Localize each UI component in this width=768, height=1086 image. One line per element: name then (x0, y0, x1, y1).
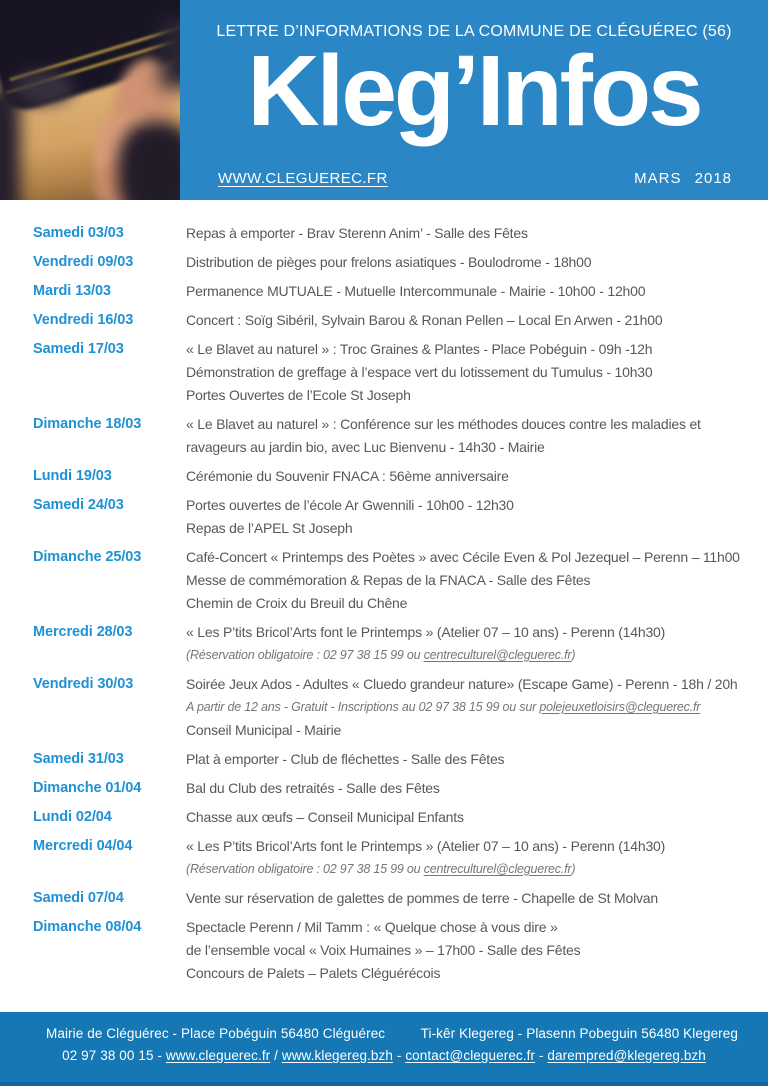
event-text: Démonstration de greffage à l’espace vert du lotissement du Tumulus - 10h30 (186, 364, 653, 380)
event-row (33, 465, 762, 488)
event-text: Repas de l’APEL St Joseph (186, 520, 353, 536)
event-text: « Le Blavet au naturel » : Troc Graines & Plantes - Place Pobéguin - 09h -12h (186, 341, 653, 357)
event-lines (186, 673, 762, 742)
event-lines (186, 280, 762, 303)
footer-link[interactable]: contact@cleguerec.fr (405, 1048, 536, 1063)
event-text: Repas à emporter - Brav Sterenn Anim’ - Salle des Fêtes (186, 225, 528, 241)
newsletter-kicker: LETTRE D’INFORMATIONS DE LA COMMUNE DE CLÉGUÉREC (56) (216, 23, 732, 40)
event-line (186, 413, 762, 436)
event-date: Vendredi 09/03 (33, 254, 134, 270)
event-line (186, 858, 762, 881)
event-text: Conseil Municipal - Mairie (186, 722, 342, 738)
event-text: Café-Concert « Printemps des Poètes » avec Cécile Even & Pol Jezequel – Perenn – 11h00 (186, 549, 740, 565)
event-text: Concours de Palets – Palets Cléguérécois (186, 965, 441, 981)
issue-date: MARS 2018 (634, 170, 732, 187)
website-link[interactable]: WWW.CLEGUEREC.FR (218, 170, 388, 187)
shoes-blur-shape (12, 70, 74, 106)
event-line (186, 962, 762, 985)
event-text: « Les P’tits Bricol’Arts font le Printemps » (Atelier 07 – 10 ans) - Perenn (14h30) (186, 838, 666, 854)
event-line (186, 673, 762, 696)
event-text: Concert : Soïg Sibéril, Sylvain Barou & Ronan Pellen – Local En Arwen - 21h00 (186, 312, 663, 328)
event-text: ) (571, 862, 576, 876)
event-date: Samedi 03/03 (33, 225, 124, 241)
header-bottom-row (218, 170, 732, 187)
header (0, 0, 768, 200)
email-link[interactable]: centreculturel@cleguerec.fr (423, 648, 572, 662)
event-line (186, 748, 762, 771)
event-text: Chemin de Croix du Breuil du Chêne (186, 595, 408, 611)
event-lines (186, 309, 762, 332)
event-date: Samedi 31/03 (33, 751, 124, 767)
event-text: Distribution de pièges pour frelons asiatiques - Boulodrome - 18h00 (186, 254, 592, 270)
event-lines (186, 546, 762, 615)
event-line (186, 494, 762, 517)
event-date: Mardi 13/03 (33, 283, 111, 299)
event-text: Spectacle Perenn / Mil Tamm : « Quelque chose à vous dire » (186, 919, 558, 935)
event-date: Dimanche 08/04 (33, 919, 142, 935)
event-date: Lundi 19/03 (33, 468, 112, 484)
event-line (186, 361, 762, 384)
event-line (186, 887, 762, 910)
event-lines (186, 887, 762, 910)
event-text: Portes ouvertes de l’école Ar Gwennili - 10h00 - 12h30 (186, 497, 514, 513)
event-line (186, 835, 762, 858)
event-lines (186, 916, 762, 985)
event-line (186, 436, 762, 459)
header-banner (180, 0, 768, 200)
dark-shape (118, 122, 180, 200)
event-lines (186, 494, 762, 540)
event-line (186, 719, 762, 742)
event-text: Soirée Jeux Ados - Adultes « Cluedo grandeur nature» (Escape Game) - Perenn - 18h / 20h (186, 676, 738, 692)
event-line (186, 222, 762, 245)
dark-shape (160, 18, 180, 88)
event-date: Vendredi 16/03 (33, 312, 134, 328)
footer-text: - (535, 1048, 548, 1063)
event-line (186, 939, 762, 962)
event-row (33, 222, 762, 245)
footer-text: / (270, 1048, 282, 1063)
event-date: Mercredi 28/03 (33, 624, 133, 640)
event-row (33, 546, 762, 615)
event-line (186, 251, 762, 274)
event-line (186, 280, 762, 303)
event-text: de l’ensemble vocal « Voix Humaines » – 17h00 - Salle des Fêtes (186, 942, 581, 958)
footer-link[interactable]: www.cleguerec.fr (165, 1048, 271, 1063)
event-row (33, 494, 762, 540)
event-text: Plat à emporter - Club de fléchettes - Salle des Fêtes (186, 751, 505, 767)
event-lines (186, 251, 762, 274)
event-row (33, 777, 762, 800)
footer-link[interactable]: darempred@klegereg.bzh (547, 1048, 706, 1063)
event-row (33, 748, 762, 771)
event-text: Bal du Club des retraités - Salle des Fêtes (186, 780, 440, 796)
footer-link[interactable]: www.klegereg.bzh (281, 1048, 393, 1063)
event-row (33, 251, 762, 274)
event-line (186, 546, 762, 569)
event-text: A partir de 12 ans - Gratuit - Inscriptions au 02 97 38 15 99 ou sur (186, 700, 540, 714)
event-row (33, 413, 762, 459)
event-date: Samedi 07/04 (33, 890, 124, 906)
event-text: Cérémonie du Souvenir FNACA : 56ème anniversaire (186, 468, 509, 484)
event-date: Dimanche 01/04 (33, 780, 142, 796)
event-date: Vendredi 30/03 (33, 676, 134, 692)
footer-address-row (0, 1012, 768, 1041)
event-date: Mercredi 04/04 (33, 838, 133, 854)
email-link[interactable]: polejeuxetloisirs@cleguerec.fr (539, 700, 701, 714)
event-lines (186, 835, 762, 881)
event-text: Permanence MUTUALE - Mutuelle Intercommunale - Mairie - 10h00 - 12h00 (186, 283, 646, 299)
event-line (186, 777, 762, 800)
event-row (33, 673, 762, 742)
hands-holding-photo (0, 0, 180, 200)
event-row (33, 835, 762, 881)
event-line (186, 465, 762, 488)
event-row (33, 280, 762, 303)
event-line (186, 384, 762, 407)
event-row (33, 916, 762, 985)
event-date: Samedi 17/03 (33, 341, 124, 357)
event-lines (186, 621, 762, 667)
event-text: (Réservation obligatoire : 02 97 38 15 99 ou (186, 648, 424, 662)
event-text: Vente sur réservation de galettes de pommes de terre - Chapelle de St Molvan (186, 890, 658, 906)
dark-shape (0, 88, 20, 200)
event-line (186, 806, 762, 829)
footer-text: - (393, 1048, 406, 1063)
event-row (33, 309, 762, 332)
event-text: ) (571, 648, 576, 662)
footer-text: 02 97 38 00 15 - (62, 1048, 166, 1063)
event-line (186, 644, 762, 667)
event-line (186, 309, 762, 332)
event-line (186, 517, 762, 540)
footer-contact-line (0, 1048, 768, 1063)
event-lines (186, 748, 762, 771)
event-row (33, 621, 762, 667)
event-date: Samedi 24/03 (33, 497, 124, 513)
event-line (186, 621, 762, 644)
event-text: (Réservation obligatoire : 02 97 38 15 99 ou (186, 862, 424, 876)
footer-address-french: Mairie de Cléguérec - Place Pobéguin 56480 Cléguérec (46, 1026, 386, 1041)
event-text: ravageurs au jardin bio, avec Luc Bienvenu - 14h30 - Mairie (186, 439, 545, 455)
footer-address-breton: Ti-kêr Klegereg - Plasenn Pobeguin 56480 Klegereg (420, 1026, 738, 1041)
event-row (33, 806, 762, 829)
event-text: « Les P’tits Bricol’Arts font le Printemps » (Atelier 07 – 10 ans) - Perenn (14h30) (186, 624, 666, 640)
newsletter-title: Kleg’Infos (247, 35, 701, 147)
event-lines (186, 222, 762, 245)
event-line (186, 569, 762, 592)
email-link[interactable]: centreculturel@cleguerec.fr (423, 862, 572, 876)
event-date: Dimanche 25/03 (33, 549, 142, 565)
footer (0, 1012, 768, 1086)
event-lines (186, 465, 762, 488)
event-text: Portes Ouvertes de l’Ecole St Joseph (186, 387, 411, 403)
event-lines (186, 777, 762, 800)
event-row (33, 338, 762, 407)
event-line (186, 696, 762, 719)
event-line (186, 916, 762, 939)
event-row (33, 887, 762, 910)
event-lines (186, 806, 762, 829)
event-line (186, 338, 762, 361)
event-date: Lundi 02/04 (33, 809, 112, 825)
event-date: Dimanche 18/03 (33, 416, 142, 432)
footer-bottom-strip (0, 1082, 768, 1086)
event-line (186, 592, 762, 615)
event-lines (186, 338, 762, 407)
event-lines (186, 413, 762, 459)
event-text: Chasse aux œufs – Conseil Municipal Enfants (186, 809, 464, 825)
event-text: « Le Blavet au naturel » : Conférence sur les méthodes douces contre les maladies et (186, 416, 701, 432)
events-list (33, 222, 762, 991)
event-text: Messe de commémoration & Repas de la FNACA - Salle des Fêtes (186, 572, 591, 588)
